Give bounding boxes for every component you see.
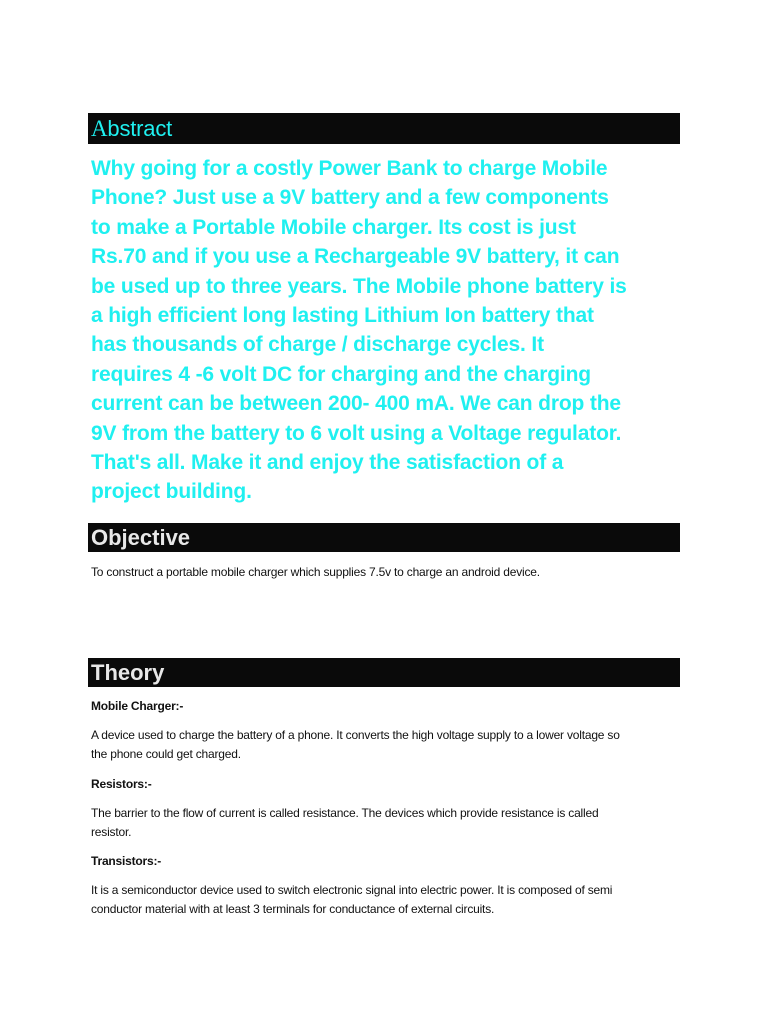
abstract-line: Why going for a costly Power Bank to charge Mobile: [91, 157, 608, 180]
resistors-section: [91, 775, 691, 794]
abstract-line: Rs.70 and if you use a Rechargeable 9V battery, it can: [91, 245, 620, 269]
mobile-charger-line: A device used to charge the battery of a phone. It converts the high voltage supply to a lower voltage so: [91, 728, 620, 742]
abstract-line: has thousands of charge / discharge cycles. It: [91, 333, 544, 357]
objective-text: To construct a portable mobile charger which supplies 7.5v to charge an android device.: [91, 565, 540, 579]
mobile-charger-line: the phone could get charged.: [91, 746, 241, 761]
abstract-line: 9V from the battery to 6 volt using a Voltage regulator.: [91, 421, 622, 445]
transistors-section: [91, 852, 691, 871]
objective-heading: Objective: [88, 523, 680, 552]
abstract-line: That's all. Make it and enjoy the satisfaction of a: [91, 451, 564, 475]
abstract-heading: [88, 113, 680, 144]
transistors-line: It is a semiconductor device used to switch electronic signal into electric power. It is composed of semi: [91, 883, 613, 897]
resistors-line: The barrier to the flow of current is called resistance. The devices which provide resistance is called: [91, 806, 599, 820]
resistors-title: Resistors:-: [91, 777, 152, 791]
resistors-line: resistor.: [91, 824, 132, 839]
abstract-line: current can be between 200- 400 mA. We can drop the: [91, 392, 621, 416]
abstract-line: requires 4 -6 volt DC for charging and the charging: [91, 362, 591, 386]
resistors-paragraph: [91, 804, 691, 841]
abstract-heading-text: bstract: [107, 115, 173, 141]
transistors-title: Transistors:-: [91, 854, 162, 868]
transistors-line: conductor material with at least 3 terminals for conductance of external circuits.: [91, 901, 495, 916]
abstract-line: to make a Portable Mobile charger. Its cost is just: [91, 215, 576, 239]
abstract-heading-initial: A: [91, 116, 108, 141]
transistors-paragraph: [91, 881, 691, 918]
abstract-line: be used up to three years. The Mobile phone battery is: [91, 274, 627, 298]
abstract-line: Phone? Just use a 9V battery and a few components: [91, 186, 609, 210]
abstract-paragraph: [91, 154, 691, 507]
mobile-charger-paragraph: [91, 726, 691, 763]
objective-paragraph: [91, 563, 691, 582]
theory-heading: Theory: [88, 658, 680, 687]
abstract-line: project building.: [91, 480, 252, 504]
mobile-charger-section: [91, 697, 691, 716]
mobile-charger-title: Mobile Charger:-: [91, 699, 184, 713]
abstract-line: a high efficient long lasting Lithium Ion battery that: [91, 304, 594, 328]
